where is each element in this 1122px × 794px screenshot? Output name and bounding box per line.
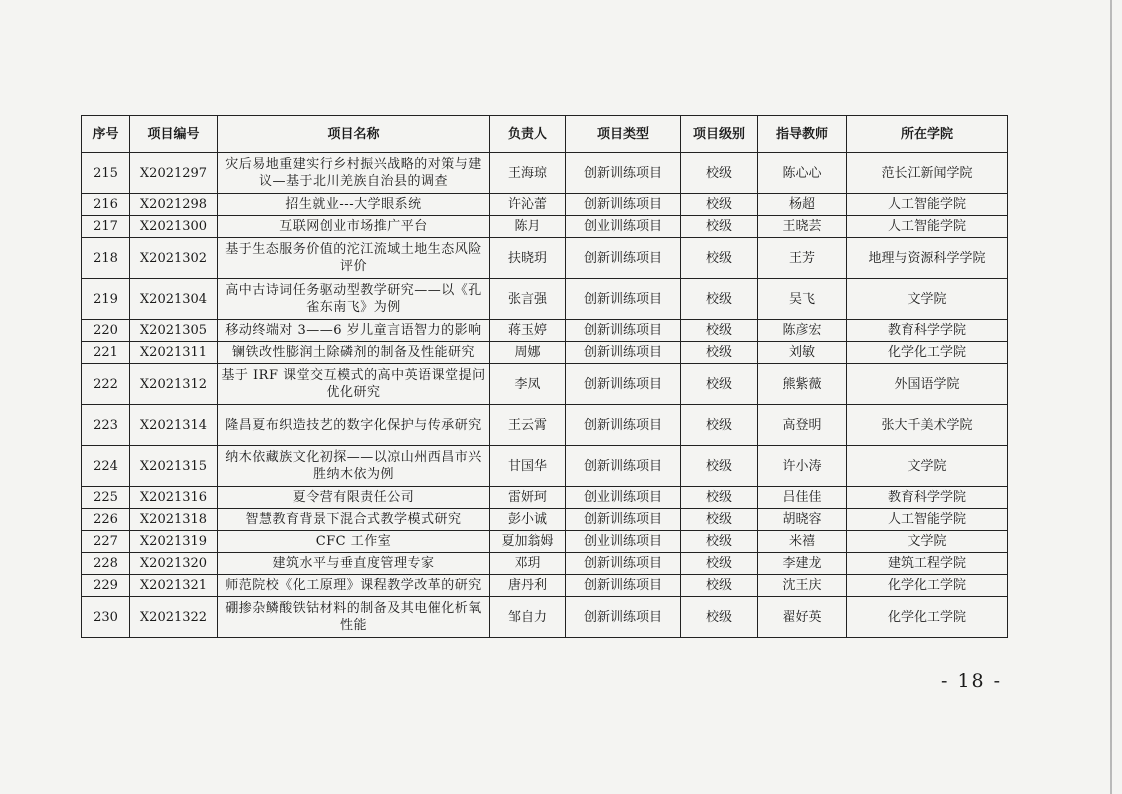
table-row: [82, 553, 1008, 575]
cell-code: X2021304: [130, 279, 218, 320]
cell-advisor: 沈王庆: [758, 575, 847, 597]
cell-college: 文学院: [847, 279, 1008, 320]
cell-level: 校级: [681, 509, 758, 531]
cell-college: 文学院: [847, 446, 1008, 487]
cell-advisor: 吴飞: [758, 279, 847, 320]
cell-code: X2021318: [130, 509, 218, 531]
cell-level: 校级: [681, 597, 758, 638]
cell-type: 创新训练项目: [566, 153, 681, 194]
cell-code: X2021312: [130, 364, 218, 405]
cell-code: X2021297: [130, 153, 218, 194]
cell-name: 夏令营有限责任公司: [218, 487, 490, 509]
table-row: [82, 575, 1008, 597]
cell-advisor: 陈彦宏: [758, 320, 847, 342]
cell-name: 高中古诗词任务驱动型教学研究——以《孔雀东南飞》为例: [218, 279, 490, 320]
cell-leader: 扶晓玥: [490, 238, 566, 279]
cell-college: 化学化工学院: [847, 597, 1008, 638]
table-row: [82, 509, 1008, 531]
cell-type: 创新训练项目: [566, 320, 681, 342]
header-type: 项目类型: [566, 116, 681, 153]
cell-seq: 223: [82, 405, 130, 446]
cell-leader: 邓玥: [490, 553, 566, 575]
cell-advisor: 翟好英: [758, 597, 847, 638]
cell-college: 化学化工学院: [847, 342, 1008, 364]
cell-leader: 雷妍珂: [490, 487, 566, 509]
cell-type: 创新训练项目: [566, 279, 681, 320]
cell-level: 校级: [681, 153, 758, 194]
cell-leader: 王海琼: [490, 153, 566, 194]
cell-level: 校级: [681, 342, 758, 364]
cell-advisor: 米禧: [758, 531, 847, 553]
cell-advisor: 王晓芸: [758, 216, 847, 238]
cell-leader: 唐丹利: [490, 575, 566, 597]
cell-seq: 216: [82, 194, 130, 216]
cell-level: 校级: [681, 194, 758, 216]
cell-advisor: 许小涛: [758, 446, 847, 487]
cell-college: 建筑工程学院: [847, 553, 1008, 575]
cell-seq: 228: [82, 553, 130, 575]
cell-name: 基于生态服务价值的沱江流域土地生态风险评价: [218, 238, 490, 279]
cell-type: 创新训练项目: [566, 405, 681, 446]
cell-leader: 陈月: [490, 216, 566, 238]
cell-level: 校级: [681, 216, 758, 238]
cell-college: 张大千美术学院: [847, 405, 1008, 446]
cell-name: 隆昌夏布织造技艺的数字化保护与传承研究: [218, 405, 490, 446]
cell-name: 师范院校《化工原理》课程教学改革的研究: [218, 575, 490, 597]
cell-type: 创新训练项目: [566, 238, 681, 279]
cell-code: X2021300: [130, 216, 218, 238]
cell-code: X2021320: [130, 553, 218, 575]
table-header-row: [82, 116, 1008, 153]
cell-seq: 227: [82, 531, 130, 553]
cell-type: 创新训练项目: [566, 446, 681, 487]
cell-leader: 邹自力: [490, 597, 566, 638]
cell-seq: 220: [82, 320, 130, 342]
cell-code: X2021298: [130, 194, 218, 216]
cell-college: 化学化工学院: [847, 575, 1008, 597]
cell-leader: 蒋玉婷: [490, 320, 566, 342]
cell-seq: 225: [82, 487, 130, 509]
cell-seq: 230: [82, 597, 130, 638]
cell-advisor: 李建龙: [758, 553, 847, 575]
page-edge-shadow: [1110, 0, 1112, 794]
cell-level: 校级: [681, 487, 758, 509]
table-row: [82, 405, 1008, 446]
cell-level: 校级: [681, 238, 758, 279]
cell-advisor: 陈心心: [758, 153, 847, 194]
cell-name: CFC 工作室: [218, 531, 490, 553]
table-row: [82, 487, 1008, 509]
cell-code: X2021315: [130, 446, 218, 487]
cell-seq: 215: [82, 153, 130, 194]
cell-level: 校级: [681, 364, 758, 405]
cell-level: 校级: [681, 531, 758, 553]
cell-leader: 甘国华: [490, 446, 566, 487]
cell-seq: 218: [82, 238, 130, 279]
header-level: 项目级别: [681, 116, 758, 153]
header-advisor: 指导教师: [758, 116, 847, 153]
table-row: [82, 446, 1008, 487]
table-row: [82, 364, 1008, 405]
cell-seq: 222: [82, 364, 130, 405]
cell-seq: 217: [82, 216, 130, 238]
cell-name: 智慧教育背景下混合式教学模式研究: [218, 509, 490, 531]
header-leader: 负责人: [490, 116, 566, 153]
cell-college: 外国语学院: [847, 364, 1008, 405]
cell-seq: 226: [82, 509, 130, 531]
cell-name: 灾后易地重建实行乡村振兴战略的对策与建议—基于北川羌族自治县的调查: [218, 153, 490, 194]
cell-advisor: 高登明: [758, 405, 847, 446]
cell-advisor: 胡晓容: [758, 509, 847, 531]
cell-college: 文学院: [847, 531, 1008, 553]
cell-name: 基于 IRF 课堂交互模式的高中英语课堂提问优化研究: [218, 364, 490, 405]
table-row: [82, 153, 1008, 194]
cell-type: 创新训练项目: [566, 553, 681, 575]
header-code: 项目编号: [130, 116, 218, 153]
cell-name: 镧铁改性膨润土除磷剂的制备及性能研究: [218, 342, 490, 364]
cell-name: 建筑水平与垂直度管理专家: [218, 553, 490, 575]
cell-college: 范长江新闻学院: [847, 153, 1008, 194]
cell-type: 创新训练项目: [566, 509, 681, 531]
cell-level: 校级: [681, 279, 758, 320]
cell-college: 教育科学学院: [847, 320, 1008, 342]
cell-type: 创业训练项目: [566, 216, 681, 238]
cell-code: X2021316: [130, 487, 218, 509]
cell-leader: 彭小诚: [490, 509, 566, 531]
cell-seq: 229: [82, 575, 130, 597]
cell-college: 教育科学学院: [847, 487, 1008, 509]
project-table: [81, 115, 1008, 638]
cell-name: 硼掺杂鳞酸铁钴材料的制备及其电催化析氧性能: [218, 597, 490, 638]
cell-type: 创新训练项目: [566, 597, 681, 638]
cell-name: 互联网创业市场推广平台: [218, 216, 490, 238]
page-number: - 18 -: [941, 670, 1003, 692]
cell-college: 人工智能学院: [847, 509, 1008, 531]
cell-leader: 李凤: [490, 364, 566, 405]
cell-seq: 224: [82, 446, 130, 487]
cell-leader: 周娜: [490, 342, 566, 364]
cell-type: 创业训练项目: [566, 487, 681, 509]
cell-code: X2021321: [130, 575, 218, 597]
table-row: [82, 216, 1008, 238]
cell-college: 地理与资源科学学院: [847, 238, 1008, 279]
table-row: [82, 194, 1008, 216]
table-row: [82, 531, 1008, 553]
cell-seq: 221: [82, 342, 130, 364]
table-row: [82, 279, 1008, 320]
cell-code: X2021305: [130, 320, 218, 342]
cell-code: X2021319: [130, 531, 218, 553]
table-row: [82, 320, 1008, 342]
cell-type: 创新训练项目: [566, 194, 681, 216]
cell-leader: 王云霄: [490, 405, 566, 446]
cell-code: X2021322: [130, 597, 218, 638]
cell-college: 人工智能学院: [847, 194, 1008, 216]
cell-name: 移动终端对 3——6 岁儿童言语智力的影响: [218, 320, 490, 342]
cell-advisor: 王芳: [758, 238, 847, 279]
cell-level: 校级: [681, 553, 758, 575]
cell-leader: 许沁蕾: [490, 194, 566, 216]
cell-type: 创业训练项目: [566, 531, 681, 553]
cell-code: X2021311: [130, 342, 218, 364]
cell-advisor: 吕佳佳: [758, 487, 847, 509]
cell-type: 创新训练项目: [566, 575, 681, 597]
cell-advisor: 杨超: [758, 194, 847, 216]
cell-college: 人工智能学院: [847, 216, 1008, 238]
cell-leader: 夏加翁姆: [490, 531, 566, 553]
cell-level: 校级: [681, 405, 758, 446]
cell-code: X2021302: [130, 238, 218, 279]
cell-leader: 张言强: [490, 279, 566, 320]
cell-level: 校级: [681, 575, 758, 597]
cell-type: 创新训练项目: [566, 364, 681, 405]
header-name: 项目名称: [218, 116, 490, 153]
cell-name: 招生就业---大学眼系统: [218, 194, 490, 216]
cell-advisor: 刘敏: [758, 342, 847, 364]
table-row: [82, 597, 1008, 638]
cell-advisor: 熊紫薇: [758, 364, 847, 405]
cell-name: 纳木依藏族文化初探——以凉山州西昌市兴胜纳木依为例: [218, 446, 490, 487]
cell-type: 创新训练项目: [566, 342, 681, 364]
cell-level: 校级: [681, 320, 758, 342]
cell-level: 校级: [681, 446, 758, 487]
cell-code: X2021314: [130, 405, 218, 446]
header-college: 所在学院: [847, 116, 1008, 153]
table-row: [82, 238, 1008, 279]
cell-seq: 219: [82, 279, 130, 320]
header-seq: 序号: [82, 116, 130, 153]
table-row: [82, 342, 1008, 364]
